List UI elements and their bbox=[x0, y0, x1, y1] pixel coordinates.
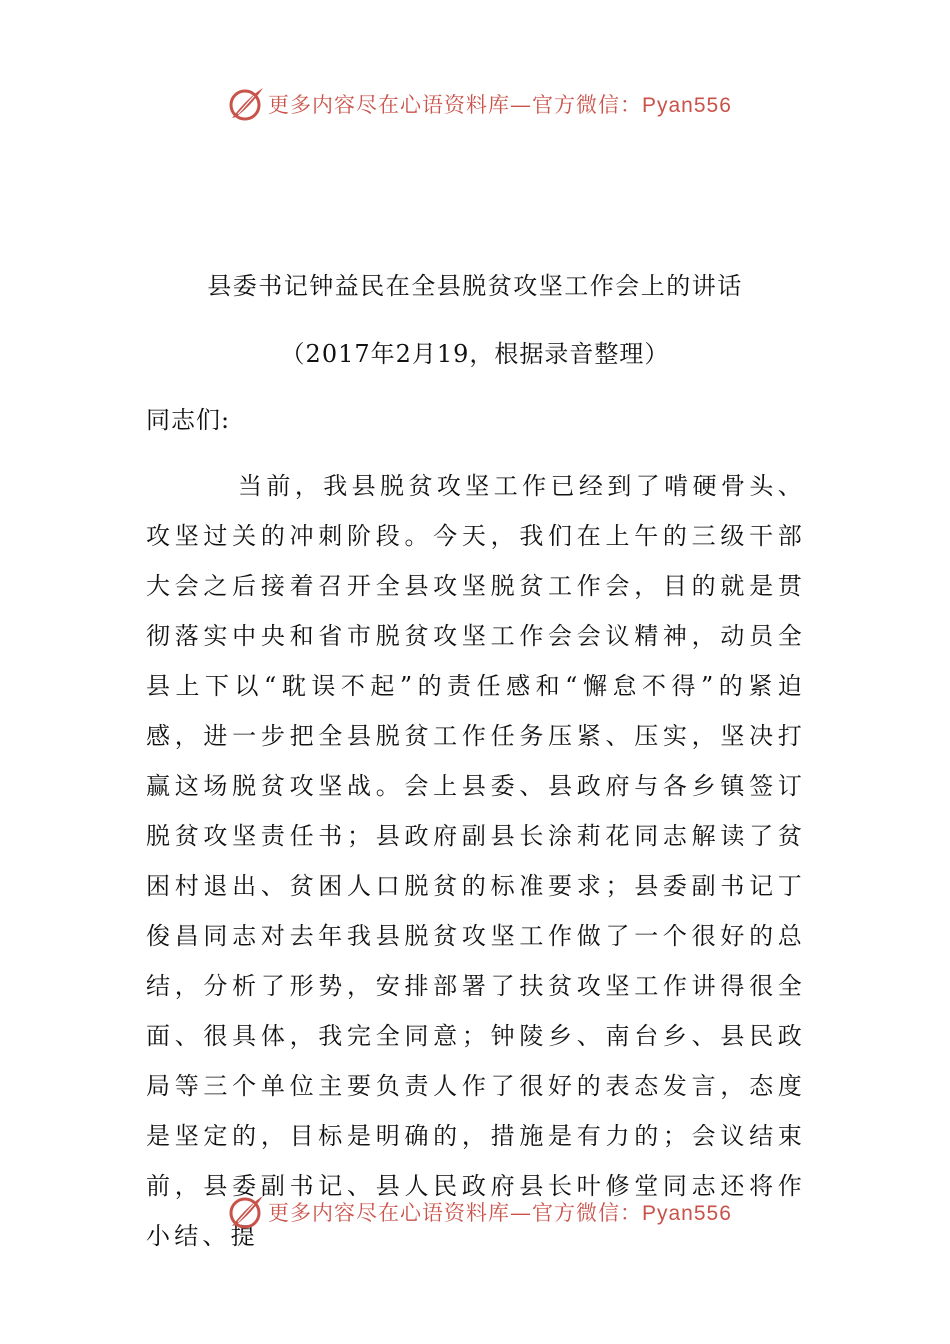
watermark-wechat-label: 官方微信： bbox=[532, 93, 642, 117]
watermark-wechat-id: Pyan556 bbox=[642, 94, 732, 117]
watermark-brand: 更多内容尽在心语资料库 bbox=[268, 93, 510, 117]
document-title: 县委书记钟益民在全县脱贫攻坚工作会上的讲话 bbox=[207, 272, 743, 300]
watermark-separator: — bbox=[510, 93, 532, 117]
watermark-wechat-label: 官方微信： bbox=[532, 1201, 642, 1225]
watermark-wechat-id: Pyan556 bbox=[642, 1202, 732, 1225]
quill-logo-icon bbox=[226, 84, 266, 124]
footer-watermark bbox=[226, 1190, 746, 1234]
body-paragraph: 当前，我县脱贫攻坚工作已经到了啃硬骨头、攻坚过关的冲刺阶段。今天，我们在上午的三级干部大会之后接着召开全县攻坚脱贫工作会，目的就是贯彻落实中央和省市脱贫攻坚工作会会议精神，动员全县上下以“耽误不起”的责任感和“懈怠不得”的紧迫感，进一步把全县脱贫工作任务压紧、压实，坚决打赢这场脱贫攻坚战。会上县委、县政府与各乡镇签订脱贫攻坚责任书；县政府副县长涂莉花同志解读了贫困村退出、贫困人口脱贫的标准要求；县委副书记丁俊昌同志对去年我县脱贫攻坚工作做了一个很好的总结，分析了形势，安排部署了扶贫攻坚工作讲得很全面、很具体，我完全同意；钟陵乡、南台乡、县民政局等三个单位主要负责人作了很好的表态发言，态度是坚定的，目标是明确的，措施是有力的；会议结束前，县委副书记、县人民政府县长叶修堂同志还将作小结、提 bbox=[146, 472, 806, 1250]
watermark-text bbox=[268, 1197, 732, 1227]
watermark-text bbox=[268, 89, 732, 119]
document-subtitle: （2017年2月19，根据录音整理） bbox=[280, 340, 670, 368]
watermark-brand: 更多内容尽在心语资料库 bbox=[268, 1201, 510, 1225]
header-watermark bbox=[226, 82, 746, 126]
watermark-separator: — bbox=[510, 1201, 532, 1225]
salutation: 同志们: bbox=[146, 406, 231, 434]
quill-logo-icon bbox=[226, 1192, 266, 1232]
